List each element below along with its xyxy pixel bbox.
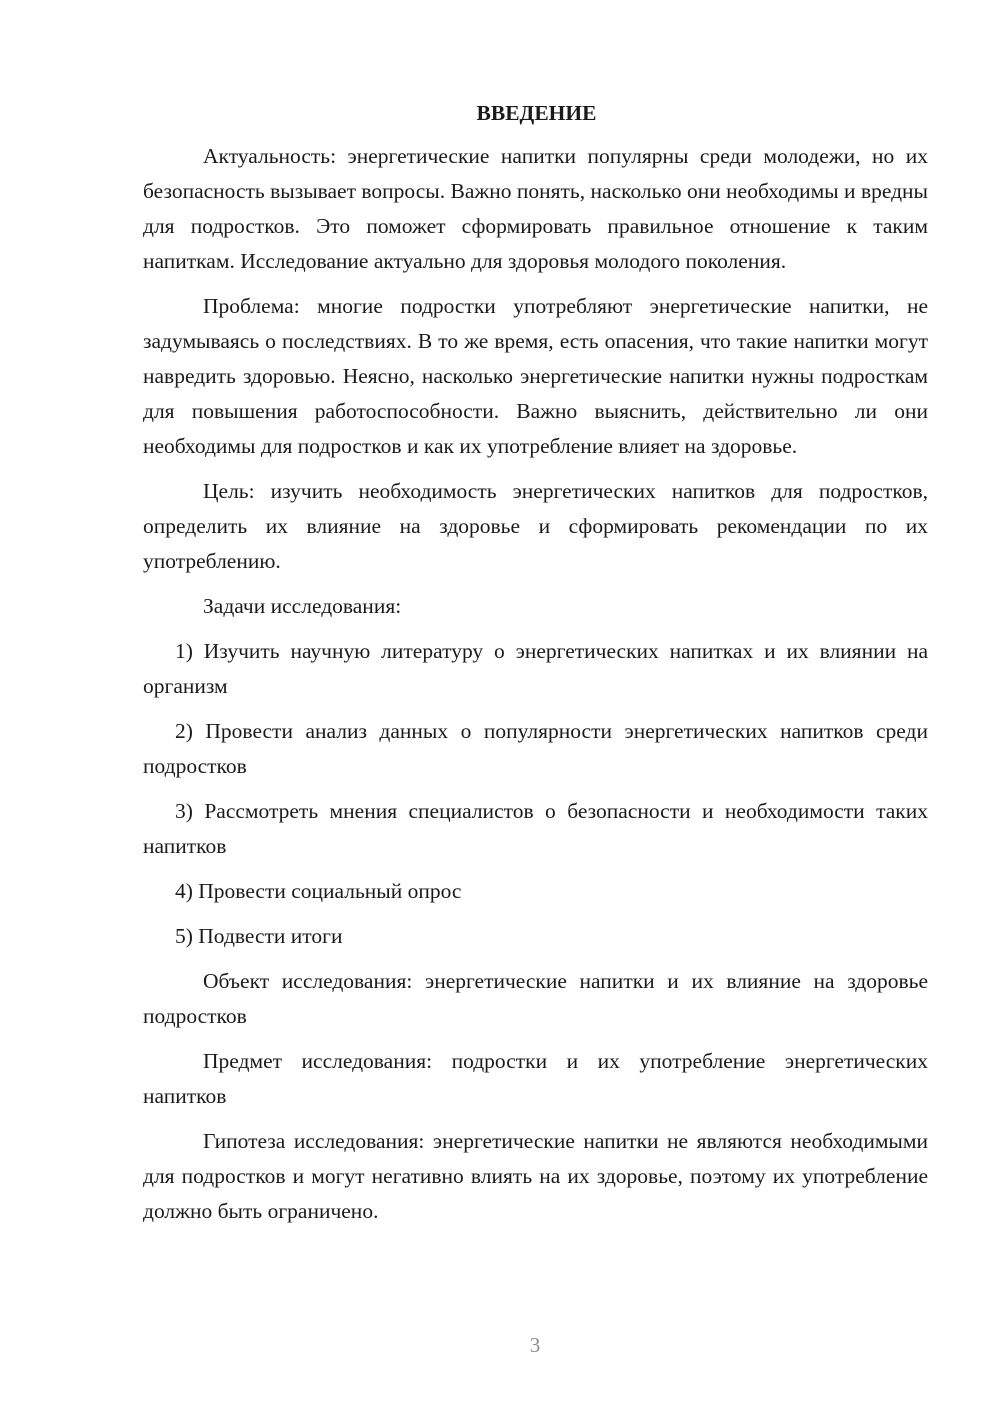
task-item-2: 2) Провести анализ данных о популярности энергетических напитков среди подростков (143, 719, 928, 778)
task-item-4: 4) Провести социальный опрос (175, 879, 462, 903)
problem-paragraph: Проблема: многие подростки употребляют энергетические напитки, не задумываясь о последствиях. В то же время, есть опасения, что такие напитки могут навредить здоровью. Неясно, насколько энергетические напитки нужны подросткам для повышения работоспособности. Важно выяснить, действительно ли они необходимы для подростков и как их употребление влияет на здоровье. (143, 294, 928, 458)
subject-paragraph: Предмет исследования: подростки и их употребление энергетических напитков (143, 1049, 928, 1108)
page-number: 3 (529, 1333, 541, 1357)
tasks-heading: Задачи исследования: (203, 594, 402, 618)
task-item-3: 3) Рассмотреть мнения специалистов о безопасности и необходимости таких напитков (143, 799, 928, 858)
goal-paragraph: Цель: изучить необходимость энергетических напитков для подростков, определить их влияние на здоровье и сформировать рекомендации по их употреблению. (143, 479, 928, 573)
object-paragraph: Объект исследования: энергетические напитки и их влияние на здоровье подростков (143, 969, 928, 1028)
task-item-5: 5) Подвести итоги (175, 924, 343, 948)
document-page (143, 96, 928, 1239)
relevance-paragraph: Актуальность: энергетические напитки популярны среди молодежи, но их безопасность вызывает вопросы. Важно понять, насколько они необходимы и вредны для подростков. Это поможет сформировать правильное отношение к таким напиткам. Исследование актуально для здоровья молодого поколения. (143, 144, 928, 273)
task-item-1: 1) Изучить научную литературу о энергетических напитках и их влиянии на организм (143, 639, 928, 698)
section-title: ВВЕДЕНИЕ (476, 101, 597, 125)
hypothesis-paragraph: Гипотеза исследования: энергетические напитки не являются необходимыми для подростков и могут негативно влиять на их здоровье, поэтому их употребление должно быть ограничено. (143, 1129, 928, 1223)
